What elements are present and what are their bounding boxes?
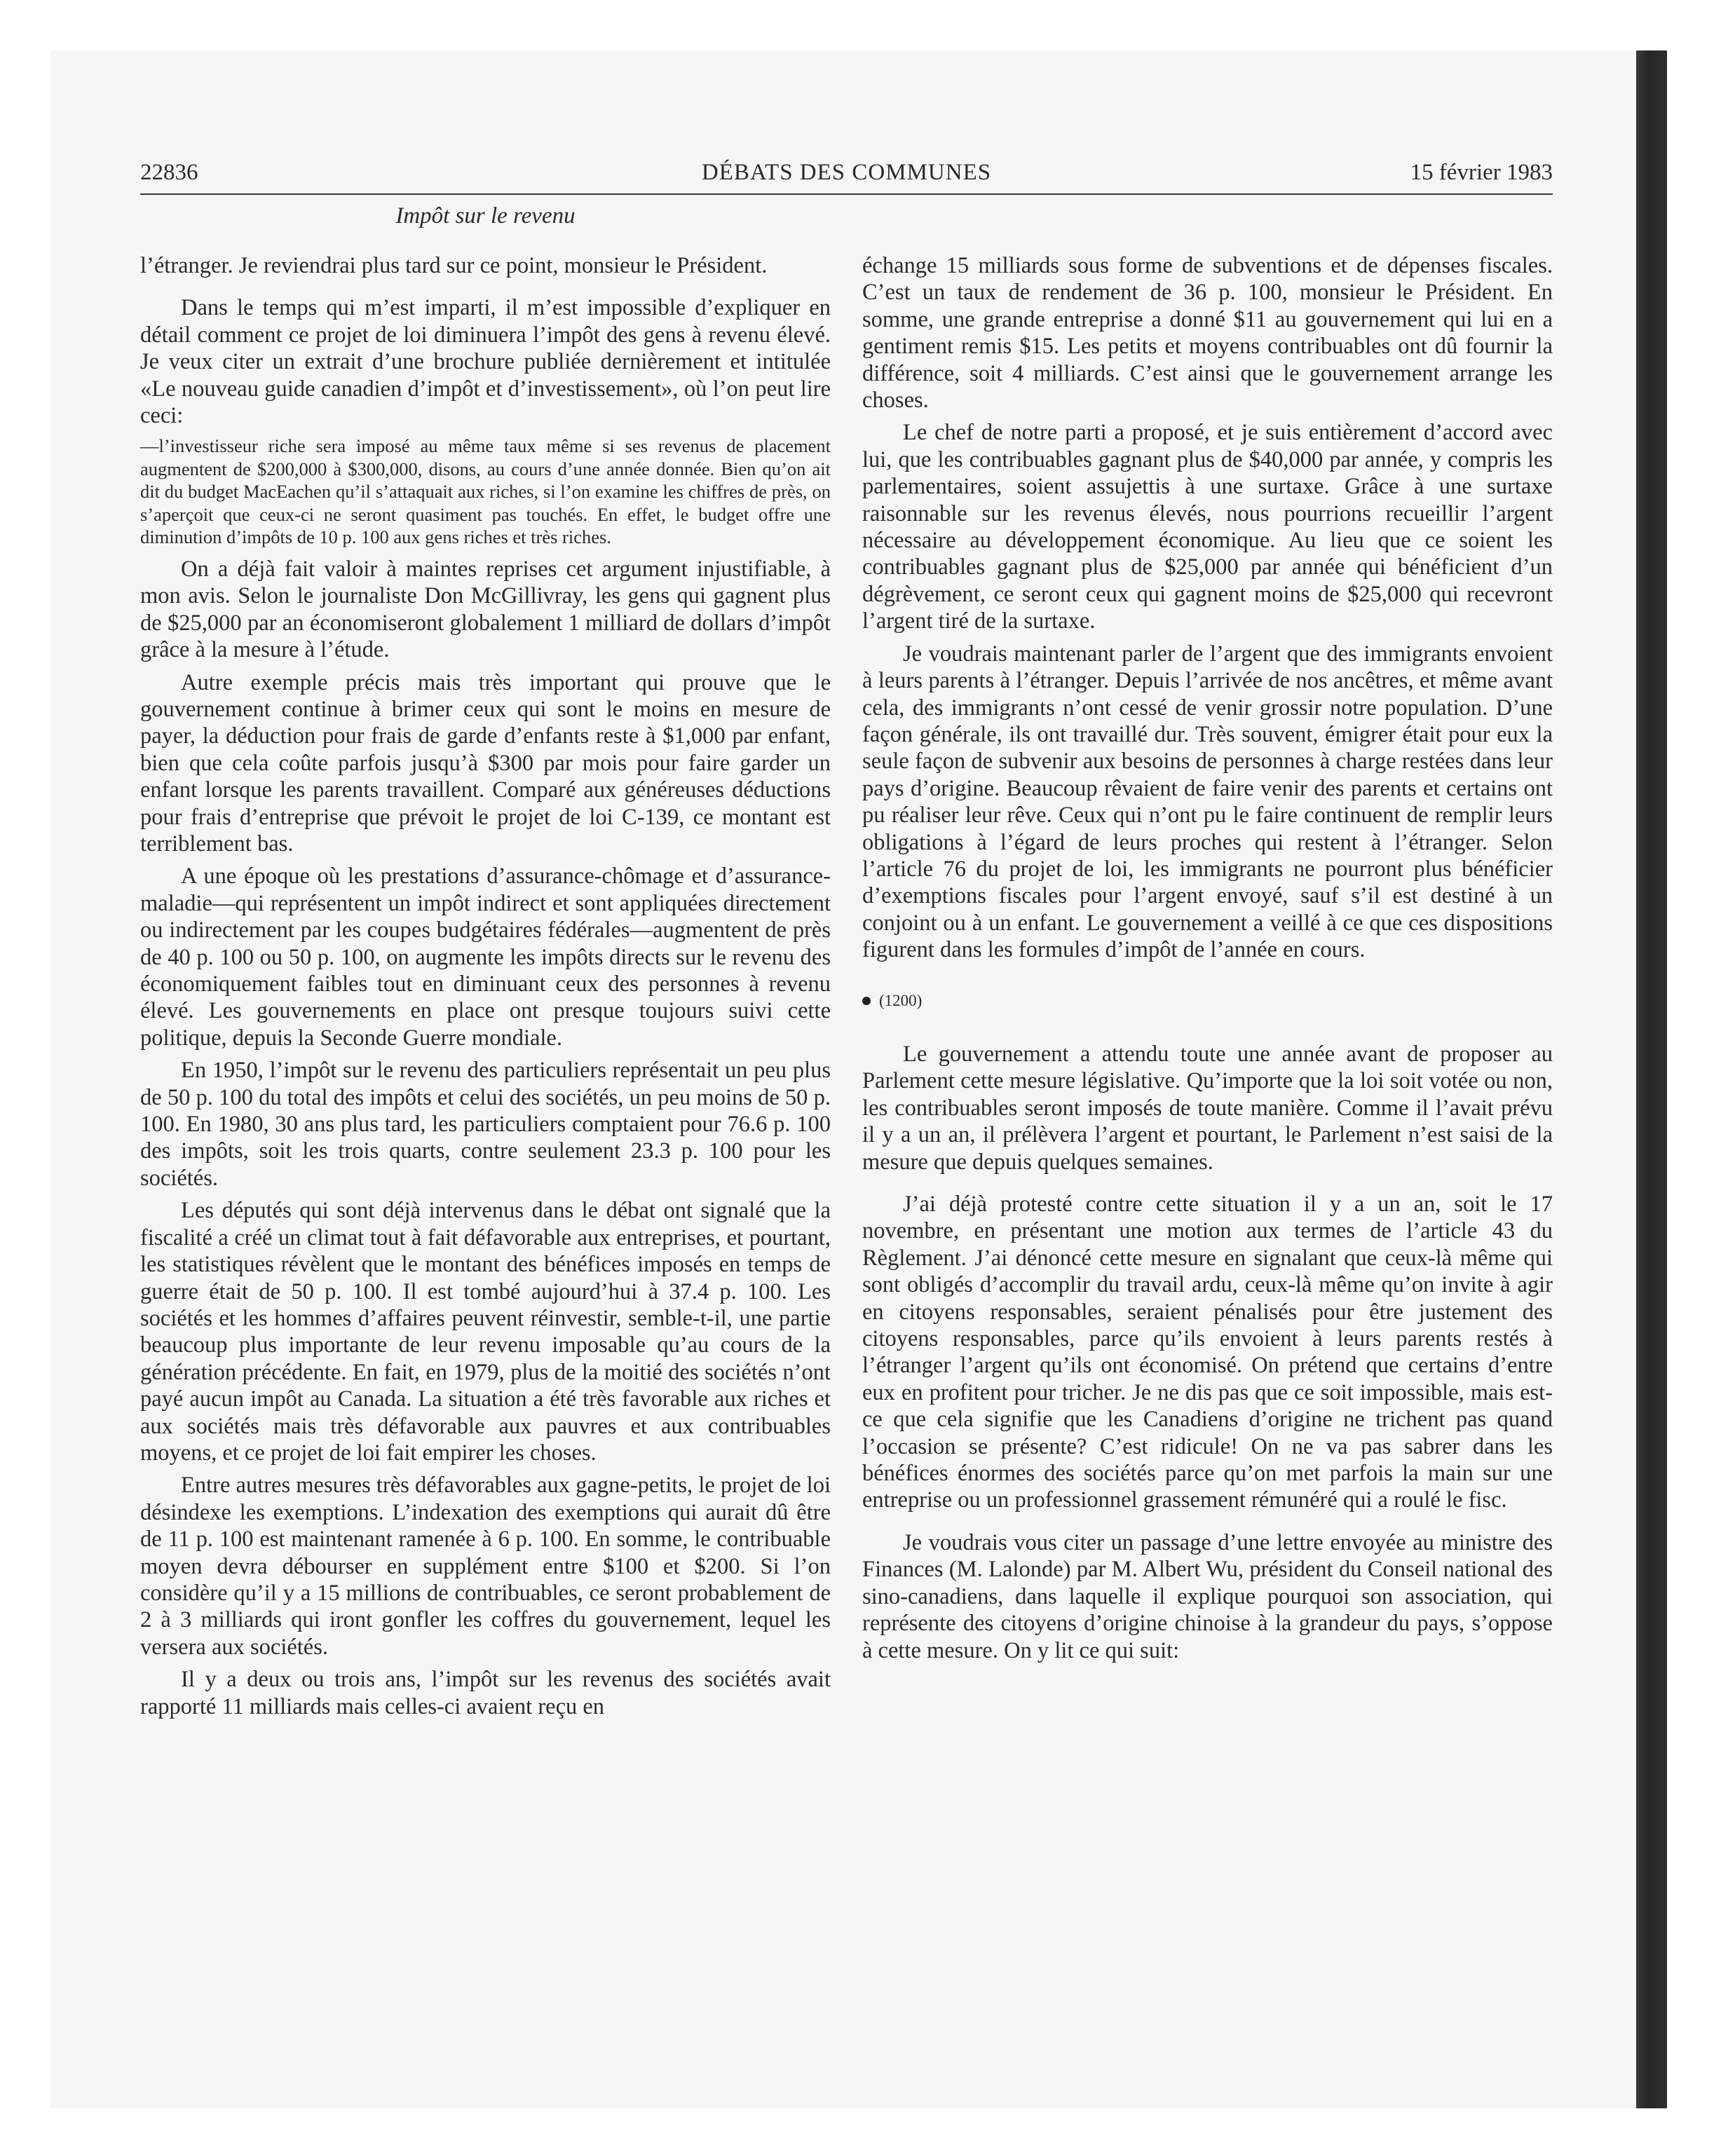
paragraph: Le chef de notre parti a proposé, et je suis entièrement d’accord avec lui, que les contribuables gagnant plus de $40,000 par année, y compris les parlementaires, soient assujettis à une surtaxe. Grâce à une surtaxe raisonnable sur les revenus élevés, nous pourrions recueillir l’argent nécessaire au développement économique. Au lieu que ce soient les contribuables gagnant plus de $25,000 par année qui bénéficient d’un dégrèvement, ce seront ceux qui gagnent moins de $25,000 qui recevront l’argent tiré de la surtaxe. <box>862 420 1553 634</box>
paragraph: Le gouvernement a attendu toute une année avant de proposer au Parlement cette mesure législative. Qu’importe que la loi soit votée ou non, les contribuables seront imposés de toute manière. Comme il l’avait prévu il y a un an, il prélèvera l’argent et pourtant, le Parlement n’est saisi de la mesure que depuis quelques semaines. <box>862 1041 1553 1175</box>
page-header <box>140 160 1553 195</box>
paragraph: En 1950, l’impôt sur le revenu des particuliers représentait un peu plus de 50 p. 100 du total des impôts et celui des sociétés, un peu moins de 50 p. 100. En 1980, 30 ans plus tard, les particuliers comptaient pour 76.6 p. 100 des impôts, soit les trois quarts, contre seulement 23.3 p. 100 pour les sociétés. <box>140 1058 831 1191</box>
paragraph: On a déjà fait valoir à maintes reprises cet argument injustifiable, à mon avis. Selon le journaliste Don McGillivray, les gens qui gagnent plus de $25,000 par an économiseront globalement 1 milliard de dollars d’impôt grâce à la mesure à l’étude. <box>140 556 831 663</box>
block-quote: —l’investisseur riche sera imposé au même taux même si ses revenus de placement augmentent de $200,000 à $300,000, disons, au cours d’une année donnée. Bien qu’on ait dit du budget MacEachen qu’il s’attaquait aux riches, si l’on examine les chiffres de près, on s’aperçoit que ceux-ci ne seront quasiment pas touchés. En effet, le budget offre une diminution d’impôts de 10 p. 100 aux gens riches et très riches. <box>140 435 831 548</box>
paragraph: Dans le temps qui m’est imparti, il m’est impossible d’expliquer en détail comment ce projet de loi diminuera l’impôt des gens à revenu élevé. Je veux citer un extrait d’une brochure publiée dernièrement et intitulée «Le nouveau guide canadien d’impôt et d’investissement», où l’on peut lire ceci: <box>140 295 831 429</box>
left-column <box>140 252 831 1726</box>
paragraph: échange 15 milliards sous forme de subventions et de dépenses fiscales. C’est un taux de rendement de 36 p. 100, monsieur le Président. En somme, une grande entreprise a donné $11 au gouvernement qui lui en a gentiment remis $15. Les petits et moyens contribuables ont dû fournir la différence, soit 4 milliards. C’est ainsi que le gouvernement arrange les choses. <box>862 253 1553 414</box>
paragraph: J’ai déjà protesté contre cette situation il y a un an, soit le 17 novembre, en présentant une motion aux termes de l’article 43 du Règlement. J’ai dénoncé cette mesure en signalant que ceux-là même qui sont obligés d’accomplir du travail ardu, ceux-là même qu’on invite à agir en citoyens responsables, seraient pénalisés pour être justement des citoyens responsables, parce qu’ils envoient à leurs parents restés à l’étranger l’argent qu’ils ont économisé. On prétend que certains d’entre eux en profitent pour tricher. Je ne dis pas que ce soit impossible, mais est-ce que cela signifie que les Canadiens d’origine ne trichent pas quand l’occasion se présente? C’est ridicule! On ne va pas sabrer dans les bénéfices énormes des sociétés parce qu’on met parfois la main sur une entreprise ou un professionnel grassement rémunéré qui a roulé le fisc. <box>862 1192 1553 1513</box>
paragraph: Les députés qui sont déjà intervenus dans le débat ont signalé que la fiscalité a créé un climat tout à fait défavorable aux entreprises, et pourtant, les statistiques révèlent que le montant des bénéfices imposés en temps de guerre était de 50 p. 100. Il est tombé aujourd’hui à 37.4 p. 100. Les sociétés et les hommes d’affaires peuvent réinvestir, semble-t-il, une partie beaucoup plus importante de leur revenu imposable qu’au cours de la génération précédente. En fait, en 1979, plus de la moitié des sociétés n’ont payé aucun impôt au Canada. La situation a été très favorable aux riches et aux sociétés mais très défavorable aux pauvres et aux contribuables moyens, et ce projet de loi fait empirer les choses. <box>140 1198 831 1466</box>
paragraph: Entre autres mesures très défavorables aux gagne-petits, le projet de loi désindexe les exemptions. L’indexation des exemptions qui aurait dû être de 11 p. 100 est maintenant ramenée à 6 p. 100. En somme, le contribuable moyen devra débourser en supplément entre $100 et $200. Si l’on considère qu’il y a 15 millions de contribuables, ce seront probablement de 2 à 3 milliards qui iront gonfler les coffres du gouvernement, lequel les versera aux sociétés. <box>140 1473 831 1660</box>
right-column <box>862 252 1553 1670</box>
time-marker <box>862 988 1553 1014</box>
paragraph: Je voudrais maintenant parler de l’argent que des immigrants envoient à leurs parents à l’étranger. Depuis l’arrivée de nos ancêtres, et même avant cela, des immigrants n’ont cessé de venir grossir notre population. D’une façon générale, ils ont travaillé dur. Très souvent, émigrer était pour eux la seule façon de subvenir aux besoins de personnes à charge restées dans leur pays d’origine. Beaucoup rêvaient de faire venir des parents et certains ont pu réaliser leur rêve. Ceux qui n’ont pu le faire continuent de remplir leurs obligations à l’égard de leurs proches qui restent à l’étranger. Selon l’article 76 du projet de loi, les immigrants ne pourront plus bénéficier d’exemptions fiscales pour l’argent envoyé, sauf s’il est destiné à un conjoint ou à un enfant. Le gouvernement a veillé à ce que ces dispositions figurent dans les formules d’impôt de l’année en cours. <box>862 641 1553 963</box>
journal-title: DÉBATS DES COMMUNES <box>701 160 992 185</box>
scan-edge-shadow <box>1636 50 1667 2108</box>
paragraph: Il y a deux ou trois ans, l’impôt sur les revenus des sociétés avait rapporté 11 milliards mais celles-ci avaient reçu en <box>140 1667 831 1719</box>
paragraph: A une époque où les prestations d’assurance-chômage et d’assurance-maladie—qui représentent un impôt indirect et sont appliquées directement ou indirectement par les coupes budgétaires fédérales—augmentent de près de 40 p. 100 ou 50 p. 100, on augmente les impôts directs sur le revenu des économiquement faibles tout en diminuant ceux des personnes à revenu élevé. Les gouvernements en place ont presque toujours suivi cette politique, depuis la Seconde Guerre mondiale. <box>140 864 831 1051</box>
issue-date: 15 février 1983 <box>1410 160 1553 185</box>
time-marker-label: (1200) <box>879 991 923 1009</box>
paragraph: l’étranger. Je reviendrai plus tard sur ce point, monsieur le Président. <box>140 253 768 278</box>
running-head: Impôt sur le revenu <box>395 203 576 228</box>
bullet-icon <box>862 997 871 1005</box>
paragraph: Je voudrais vous citer un passage d’une lettre envoyée au ministre des Finances (M. Lalonde) par M. Albert Wu, président du Conseil national des sino-canadiens, dans laquelle il explique pourquoi son association, qui représente des citoyens d’origine chinoise à la grandeur du pays, s’oppose à cette mesure. On y lit ce qui suit: <box>862 1529 1553 1663</box>
paragraph: Autre exemple précis mais très important qui prouve que le gouvernement continue à brimer ceux qui sont le moins en mesure de payer, la déduction pour frais de garde d’enfants reste à $1,000 par enfant, bien que cela coûte parfois jusqu’à $300 par mois pour faire garder un enfant lorsque les parents travaillent. Comparé aux généreuses déductions pour frais d’entreprise que prévoit le projet de loi C-139, ce montant est terriblement bas. <box>140 669 831 857</box>
page-number: 22836 <box>140 160 198 185</box>
